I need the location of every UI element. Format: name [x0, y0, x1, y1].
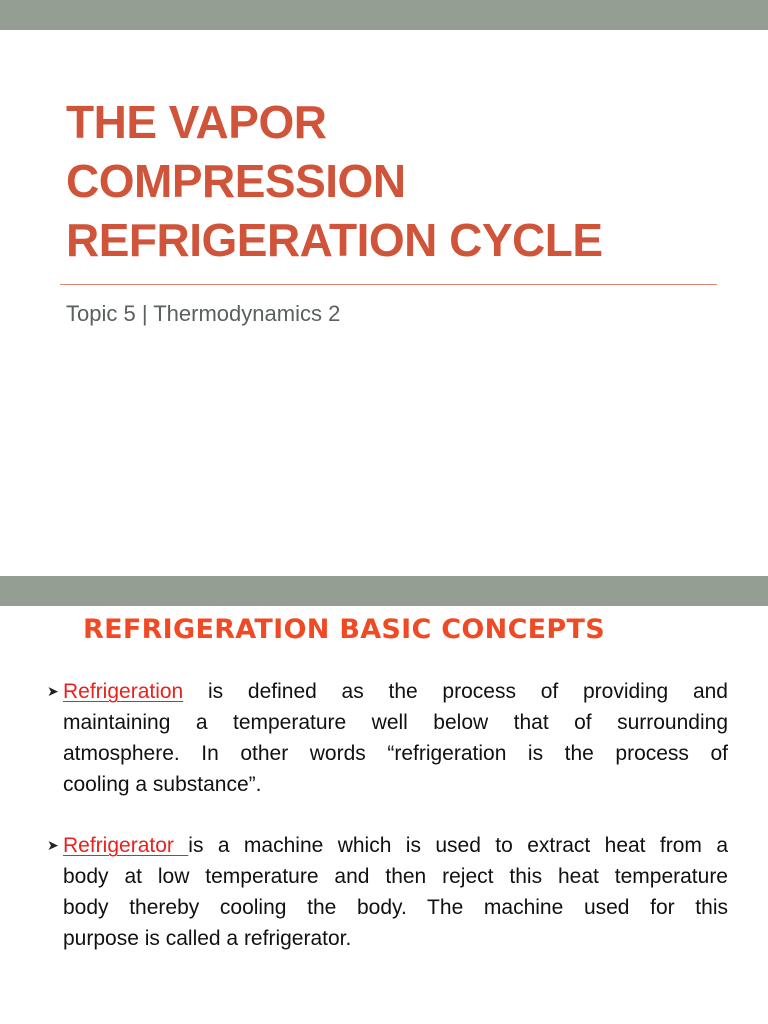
- bullet-line: maintaining a temperature well below that of surrounding: [63, 711, 728, 734]
- bullet-first-line: [47, 830, 728, 861]
- bullet-line: cooling a substance”.: [63, 773, 262, 796]
- bullet-text: is defined as the process of providing and: [183, 680, 728, 703]
- term-refrigeration: Refrigeration: [63, 680, 184, 703]
- arrow-bullet-icon: ➤: [47, 683, 59, 699]
- term-refrigerator: Refrigerator: [63, 834, 189, 857]
- concepts-slide: [0, 576, 768, 1024]
- bullet-refrigerator: [47, 830, 728, 954]
- slide-top-band: [0, 0, 768, 30]
- bullet-refrigeration: [47, 676, 728, 800]
- title-divider: [60, 284, 717, 285]
- bullet-line: purpose is called a refrigerator.: [63, 927, 352, 950]
- bullet-text: is a machine which is used to extract heat from a: [188, 834, 728, 857]
- title-line-1: THE VAPOR: [66, 96, 327, 148]
- bullet-line: body thereby cooling the body. The machine used for this: [63, 896, 728, 919]
- bullet-line: atmosphere. In other words “refrigeration is the process of: [63, 742, 728, 765]
- slide-heading: REFRIGERATION BASIC CONCEPTS: [83, 614, 605, 645]
- slide-title: [66, 93, 726, 270]
- arrow-bullet-icon: ➤: [47, 837, 59, 853]
- slide-top-band: [0, 576, 768, 606]
- title-line-3: REFRIGERATION CYCLE: [66, 214, 603, 266]
- title-line-2: COMPRESSION: [66, 155, 406, 207]
- bullet-first-line: [47, 676, 728, 707]
- slide-subtitle: Topic 5 | Thermodynamics 2: [66, 301, 341, 326]
- bullet-line: body at low temperature and then reject this heat temperature: [63, 865, 728, 888]
